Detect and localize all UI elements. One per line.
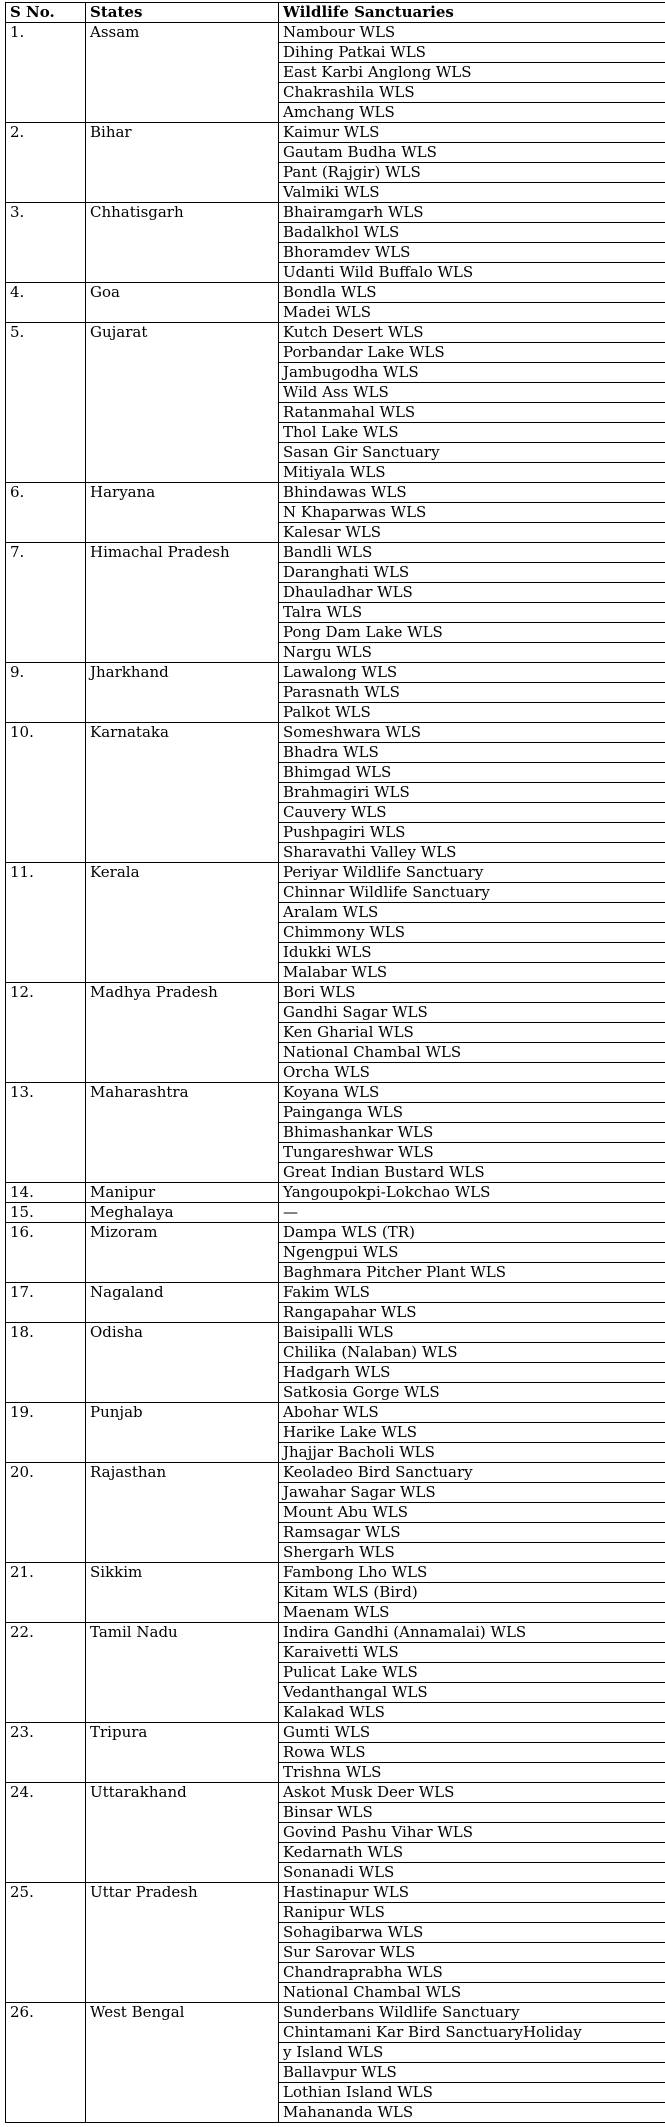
sanctuary-cell: Gumti WLS <box>279 1723 665 1743</box>
sanctuary-cell: Hastinapur WLS <box>279 1883 665 1903</box>
sanctuary-cell: Nargu WLS <box>279 643 665 663</box>
sanctuary-cell: Dhauladhar WLS <box>279 583 665 603</box>
sanctuary-cell: Chintamani Kar Bird SanctuaryHoliday <box>279 2023 665 2043</box>
sanctuary-cell: Pant (Rajgir) WLS <box>279 163 665 183</box>
table-row <box>6 323 665 343</box>
sanctuary-cell: Lawalong WLS <box>279 663 665 683</box>
header-sanctuaries: Wildlife Sanctuaries <box>279 3 665 23</box>
state-cell: Uttarakhand <box>86 1783 279 1883</box>
sanctuary-cell: Harike Lake WLS <box>279 1423 665 1443</box>
sanctuary-cell: Palkot WLS <box>279 703 665 723</box>
sno-cell: 4. <box>6 283 86 323</box>
sanctuary-cell: Sohagibarwa WLS <box>279 1923 665 1943</box>
state-cell: Kerala <box>86 863 279 983</box>
sanctuary-cell: Malabar WLS <box>279 963 665 983</box>
sanctuary-cell: Abohar WLS <box>279 1403 665 1423</box>
sanctuary-cell: Chimmony WLS <box>279 923 665 943</box>
sno-cell: 17. <box>6 1283 86 1323</box>
table-row <box>6 1083 665 1103</box>
sanctuary-cell: Someshwara WLS <box>279 723 665 743</box>
sanctuary-cell: Gautam Budha WLS <box>279 143 665 163</box>
sno-cell: 22. <box>6 1623 86 1723</box>
sanctuary-cell: Bandli WLS <box>279 543 665 563</box>
sanctuary-cell: — <box>279 1203 665 1223</box>
state-cell: Chhatisgarh <box>86 203 279 283</box>
sanctuary-cell: Mitiyala WLS <box>279 463 665 483</box>
sanctuary-cell: Govind Pashu Vihar WLS <box>279 1823 665 1843</box>
sno-cell: 21. <box>6 1563 86 1623</box>
sno-cell: 5. <box>6 323 86 483</box>
sanctuary-cell: Jhajjar Bacholi WLS <box>279 1443 665 1463</box>
sanctuary-cell: Pushpagiri WLS <box>279 823 665 843</box>
state-cell: Manipur <box>86 1183 279 1203</box>
sanctuary-cell: y Island WLS <box>279 2043 665 2063</box>
sanctuary-cell: Jawahar Sagar WLS <box>279 1483 665 1503</box>
sno-cell: 16. <box>6 1223 86 1283</box>
sanctuary-cell: Maenam WLS <box>279 1603 665 1623</box>
sanctuary-cell: East Karbi Anglong WLS <box>279 63 665 83</box>
table-body <box>6 23 665 2123</box>
sanctuary-cell: Badalkhol WLS <box>279 223 665 243</box>
sanctuary-cell: Kedarnath WLS <box>279 1843 665 1863</box>
sanctuary-cell: Vedanthangal WLS <box>279 1683 665 1703</box>
sno-cell: 23. <box>6 1723 86 1783</box>
sanctuary-cell: Painganga WLS <box>279 1103 665 1123</box>
sanctuary-cell: Karaivetti WLS <box>279 1643 665 1663</box>
sanctuary-cell: Kalesar WLS <box>279 523 665 543</box>
state-cell: Tamil Nadu <box>86 1623 279 1723</box>
sanctuary-cell: Ken Gharial WLS <box>279 1023 665 1043</box>
sanctuary-cell: Ranipur WLS <box>279 1903 665 1923</box>
sanctuary-cell: Chinnar Wildlife Sanctuary <box>279 883 665 903</box>
sanctuary-cell: Idukki WLS <box>279 943 665 963</box>
sno-cell: 3. <box>6 203 86 283</box>
sno-cell: 14. <box>6 1183 86 1203</box>
state-cell: Meghalaya <box>86 1203 279 1223</box>
state-cell: Assam <box>86 23 279 123</box>
table-row <box>6 1183 665 1203</box>
sanctuary-cell: Sharavathi Valley WLS <box>279 843 665 863</box>
state-cell: Sikkim <box>86 1563 279 1623</box>
table-row <box>6 723 665 743</box>
sno-cell: 25. <box>6 1883 86 2003</box>
sno-cell: 24. <box>6 1783 86 1883</box>
sanctuary-cell: Sunderbans Wildlife Sanctuary <box>279 2003 665 2023</box>
sanctuary-cell: Kitam WLS (Bird) <box>279 1583 665 1603</box>
sanctuary-cell: Indira Gandhi (Annamalai) WLS <box>279 1623 665 1643</box>
sanctuary-cell: Cauvery WLS <box>279 803 665 823</box>
sno-cell: 15. <box>6 1203 86 1223</box>
sanctuary-cell: Ramsagar WLS <box>279 1523 665 1543</box>
state-cell: Maharashtra <box>86 1083 279 1183</box>
table-row <box>6 543 665 563</box>
sanctuary-cell: Bhoramdev WLS <box>279 243 665 263</box>
sanctuary-cell: Pulicat Lake WLS <box>279 1663 665 1683</box>
state-cell: Tripura <box>86 1723 279 1783</box>
sno-cell: 7. <box>6 543 86 663</box>
sanctuary-cell: Valmiki WLS <box>279 183 665 203</box>
table-row <box>6 1323 665 1343</box>
sanctuary-cell: Amchang WLS <box>279 103 665 123</box>
header-sno: S No. <box>6 3 86 23</box>
sanctuary-cell: Tungareshwar WLS <box>279 1143 665 1163</box>
sanctuary-cell: Periyar Wildlife Sanctuary <box>279 863 665 883</box>
table-row <box>6 23 665 43</box>
table-row <box>6 1623 665 1643</box>
state-cell: Odisha <box>86 1323 279 1403</box>
state-cell: Bihar <box>86 123 279 203</box>
sno-cell: 18. <box>6 1323 86 1403</box>
sanctuary-cell: Dampa WLS (TR) <box>279 1223 665 1243</box>
sanctuary-cell: Sonanadi WLS <box>279 1863 665 1883</box>
sanctuary-cell: Mount Abu WLS <box>279 1503 665 1523</box>
sanctuary-cell: Brahmagiri WLS <box>279 783 665 803</box>
sanctuary-cell: Great Indian Bustard WLS <box>279 1163 665 1183</box>
sanctuary-cell: Baghmara Pitcher Plant WLS <box>279 1263 665 1283</box>
sanctuary-cell: Rangapahar WLS <box>279 1303 665 1323</box>
sanctuary-cell: Shergarh WLS <box>279 1543 665 1563</box>
state-cell: Goa <box>86 283 279 323</box>
table-row <box>6 1283 665 1303</box>
sno-cell: 10. <box>6 723 86 863</box>
sanctuary-cell: Chakrashila WLS <box>279 83 665 103</box>
sanctuary-cell: Daranghati WLS <box>279 563 665 583</box>
table-row <box>6 1883 665 1903</box>
sanctuary-cell: Pong Dam Lake WLS <box>279 623 665 643</box>
sanctuary-cell: Rowa WLS <box>279 1743 665 1763</box>
sanctuary-cell: Jambugodha WLS <box>279 363 665 383</box>
sanctuary-cell: N Khaparwas WLS <box>279 503 665 523</box>
state-cell: West Bengal <box>86 2003 279 2123</box>
sanctuary-cell: Ngengpui WLS <box>279 1243 665 1263</box>
state-cell: Madhya Pradesh <box>86 983 279 1083</box>
table-row <box>6 2003 665 2023</box>
sanctuary-cell: Baisipalli WLS <box>279 1323 665 1343</box>
sanctuary-cell: Talra WLS <box>279 603 665 623</box>
sanctuary-cell: Wild Ass WLS <box>279 383 665 403</box>
state-cell: Punjab <box>86 1403 279 1463</box>
sanctuary-cell: Kutch Desert WLS <box>279 323 665 343</box>
sanctuary-cell: Fambong Lho WLS <box>279 1563 665 1583</box>
sanctuary-cell: Trishna WLS <box>279 1763 665 1783</box>
sanctuary-cell: Ratanmahal WLS <box>279 403 665 423</box>
state-cell: Uttar Pradesh <box>86 1883 279 2003</box>
table-row <box>6 1563 665 1583</box>
sanctuary-cell: Binsar WLS <box>279 1803 665 1823</box>
state-cell: Jharkhand <box>86 663 279 723</box>
sanctuary-cell: Bori WLS <box>279 983 665 1003</box>
sanctuary-cell: Fakim WLS <box>279 1283 665 1303</box>
state-cell: Haryana <box>86 483 279 543</box>
state-cell: Mizoram <box>86 1223 279 1283</box>
sanctuary-cell: Lothian Island WLS <box>279 2083 665 2103</box>
table-header <box>6 3 665 23</box>
sanctuary-cell: Kalakad WLS <box>279 1703 665 1723</box>
sanctuary-cell: Madei WLS <box>279 303 665 323</box>
sanctuary-cell: Gandhi Sagar WLS <box>279 1003 665 1023</box>
sanctuary-cell: Aralam WLS <box>279 903 665 923</box>
table-row <box>6 1723 665 1743</box>
sanctuary-cell: Askot Musk Deer WLS <box>279 1783 665 1803</box>
sanctuary-cell: Porbandar Lake WLS <box>279 343 665 363</box>
table-row <box>6 283 665 303</box>
sanctuary-cell: Chilika (Nalaban) WLS <box>279 1343 665 1363</box>
sno-cell: 1. <box>6 23 86 123</box>
sanctuary-cell: Bhimgad WLS <box>279 763 665 783</box>
state-cell: Rajasthan <box>86 1463 279 1563</box>
table-row <box>6 1783 665 1803</box>
sanctuary-cell: Bondla WLS <box>279 283 665 303</box>
sanctuary-cell: Sur Sarovar WLS <box>279 1943 665 1963</box>
sanctuary-cell: Nambour WLS <box>279 23 665 43</box>
sno-cell: 12. <box>6 983 86 1083</box>
sanctuary-cell: Koyana WLS <box>279 1083 665 1103</box>
sanctuaries-document <box>5 2 665 2123</box>
table-row <box>6 1223 665 1243</box>
sanctuary-cell: Hadgarh WLS <box>279 1363 665 1383</box>
sanctuary-cell: Yangoupokpi-Lokchao WLS <box>279 1183 665 1203</box>
sno-cell: 11. <box>6 863 86 983</box>
header-states: States <box>86 3 279 23</box>
table-row <box>6 1463 665 1483</box>
table-row <box>6 483 665 503</box>
state-cell: Himachal Pradesh <box>86 543 279 663</box>
sanctuary-cell: Ballavpur WLS <box>279 2063 665 2083</box>
state-cell: Nagaland <box>86 1283 279 1323</box>
sno-cell: 2. <box>6 123 86 203</box>
sanctuaries-table <box>5 2 665 2123</box>
sanctuary-cell: Mahananda WLS <box>279 2103 665 2123</box>
table-row <box>6 1203 665 1223</box>
table-row <box>6 863 665 883</box>
sno-cell: 13. <box>6 1083 86 1183</box>
sanctuary-cell: Bhadra WLS <box>279 743 665 763</box>
sanctuary-cell: Chandraprabha WLS <box>279 1963 665 1983</box>
table-row <box>6 663 665 683</box>
state-cell: Gujarat <box>86 323 279 483</box>
sno-cell: 6. <box>6 483 86 543</box>
header-row <box>6 3 665 23</box>
table-row <box>6 1403 665 1423</box>
sanctuary-cell: Orcha WLS <box>279 1063 665 1083</box>
sno-cell: 19. <box>6 1403 86 1463</box>
sanctuary-cell: Bhindawas WLS <box>279 483 665 503</box>
sanctuary-cell: Parasnath WLS <box>279 683 665 703</box>
sanctuary-cell: Dihing Patkai WLS <box>279 43 665 63</box>
table-row <box>6 983 665 1003</box>
sanctuary-cell: Udanti Wild Buffalo WLS <box>279 263 665 283</box>
sno-cell: 9. <box>6 663 86 723</box>
sanctuary-cell: National Chambal WLS <box>279 1043 665 1063</box>
sanctuary-cell: Bhimashankar WLS <box>279 1123 665 1143</box>
table-row <box>6 203 665 223</box>
sanctuary-cell: Satkosia Gorge WLS <box>279 1383 665 1403</box>
sanctuary-cell: Sasan Gir Sanctuary <box>279 443 665 463</box>
state-cell: Karnataka <box>86 723 279 863</box>
table-row <box>6 123 665 143</box>
sno-cell: 26. <box>6 2003 86 2123</box>
sanctuary-cell: Bhairamgarh WLS <box>279 203 665 223</box>
sno-cell: 20. <box>6 1463 86 1563</box>
sanctuary-cell: Kaimur WLS <box>279 123 665 143</box>
sanctuary-cell: National Chambal WLS <box>279 1983 665 2003</box>
sanctuary-cell: Thol Lake WLS <box>279 423 665 443</box>
sanctuary-cell: Keoladeo Bird Sanctuary <box>279 1463 665 1483</box>
